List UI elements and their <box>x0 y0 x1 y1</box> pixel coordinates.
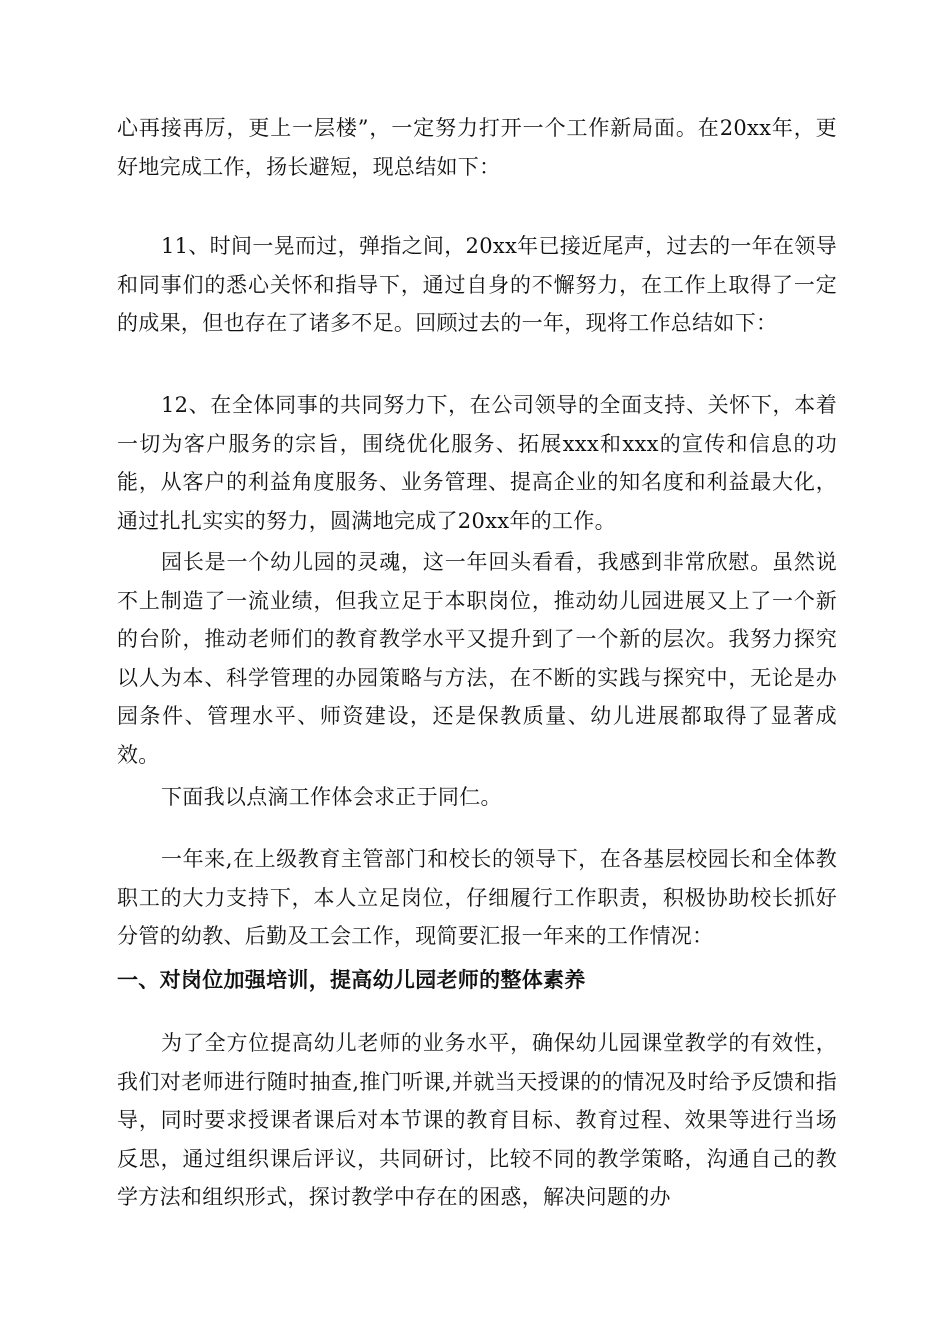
paragraph-continuation: 心再接再厉，更上一层楼”，一定努力打开一个工作新局面。在20xx年，更好地完成工作，扬长避短，现总结如下： <box>117 116 837 179</box>
paragraph-12: 12、在全体同事的共同努力下，在公司领导的全面支持、关怀下，本着一切为客户服务的宗旨，围绕优化服务、拓展xxx和xxx的宣传和信息的功能，从客户的利益角度服务、业务管理、提高企业的知名度和利益最大化，通过扎扎实实的努力，圆满地完成了20xx年的工作。 <box>117 393 837 533</box>
paragraph-principal: 园长是一个幼儿园的灵魂，这一年回头看看，我感到非常欣慰。虽然说不上制造了一流业绩，但我立足于本职岗位，推动幼儿园进展又上了一个新的台阶，推动老师们的教育教学水平又提升到了一个新的层次。我努力探究以人为本、科学管理的办园策略与方法，在不断的实践与探究中，无论是办园条件、管理水平、师资建设，还是保教质量、幼儿进展都取得了显著成效。 <box>117 550 837 767</box>
paragraph-below: 下面我以点滴工作体会求正于同仁。 <box>161 785 502 809</box>
paragraph-11: 11、时间一晃而过，弹指之间，20xx年已接近尾声，过去的一年在领导和同事们的悉心关怀和指导下，通过自身的不懈努力，在工作上取得了一定的成果，但也存在了诸多不足。回顾过去的一年，现将工作总结如下： <box>117 234 837 335</box>
paragraph-training: 为了全方位提高幼儿老师的业务水平，确保幼儿园课堂教学的有效性，我们对老师进行随时抽查,推门听课,并就当天授课的的情况及时给予反馈和指导，同时要求授课者课后对本节课的教育目标、教育过程、效果等进行当场反思，通过组织课后评议，共同研讨，比较不同的教学策略，沟通自己的教学方法和组织形式，探讨教学中存在的困惑，解决问题的办 <box>117 1031 837 1209</box>
section-heading: 一、对岗位加强培训，提高幼儿园老师的整体素养 <box>117 968 586 992</box>
paragraph-year: 一年来,在上级教育主管部门和校长的领导下，在各基层校园长和全体教职工的大力支持下，本人立足岗位，仔细履行工作职责，积极协助校长抓好分管的幼教、后勤及工会工作，现简要汇报一年来的工作情况： <box>117 847 837 948</box>
